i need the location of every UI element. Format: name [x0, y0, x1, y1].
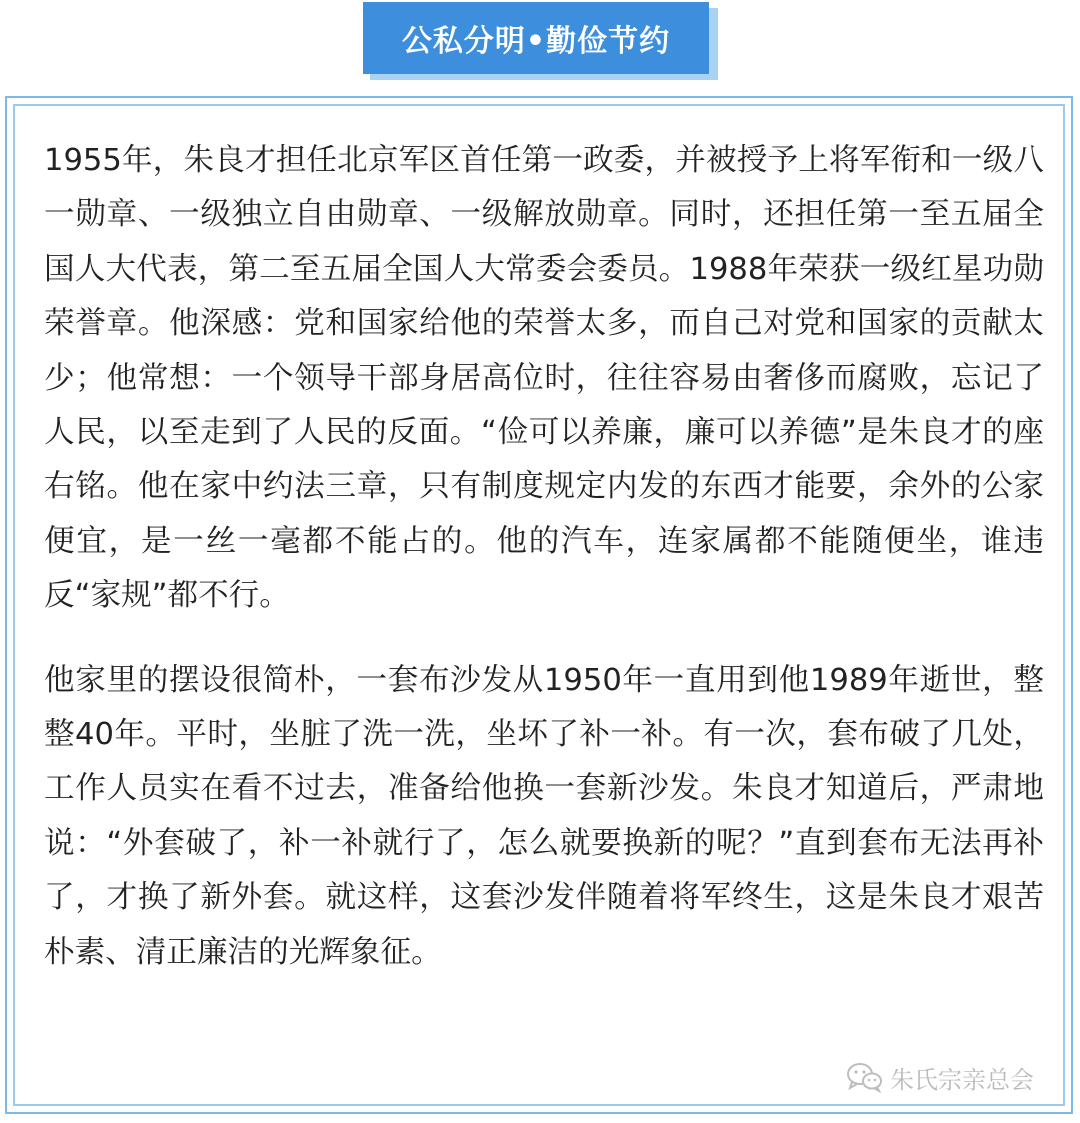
wechat-icon	[846, 1061, 884, 1093]
watermark	[846, 1060, 1034, 1094]
article-paragraph-2: 他家里的摆设很简朴，一套布沙发从1950年一直用到他1989年逝世，整整40年。平时，坐脏了洗一洗，坐坏了补一补。有一次，套布破了几处，工作人员实在看不过去，准备给他换一套新沙发。朱良才知道后，严肃地说：“外套破了，补一补就行了，怎么就要换新的呢？”直到套布无法再补了，才换了新外套。就这样，这套沙发伴随着将军终生，这是朱良才艰苦朴素、清正廉洁的光辉象征。	[44, 662, 1044, 970]
section-title	[363, 2, 709, 74]
section-title-text: 公私分明•勤俭节约	[401, 24, 671, 59]
article-body	[44, 134, 1044, 980]
article-paragraph-1: 1955年，朱良才担任北京军区首任第一政委，并被授予上将军衔和一级八一勋章、一级独立自由勋章、一级解放勋章。同时，还担任第一至五届全国人大代表，第二至五届全国人大常委会委员。1988年荣获一级红星功勋荣誉章。他深感：党和国家给他的荣誉太多，而自己对党和国家的贡献太少；他常想：一个领导干部身居高位时，往往容易由奢侈而腐败，忘记了人民，以至走到了人民的反面。“俭可以养廉，廉可以养德”是朱良才的座右铭。他在家中约法三章，只有制度规定内发的东西才能要，余外的公家便宜，是一丝一毫都不能占的。他的汽车，连家属都不能随便坐，谁违反“家规”都不行。	[44, 143, 1044, 614]
watermark-text: 朱氏宗亲总会	[890, 1065, 1034, 1094]
